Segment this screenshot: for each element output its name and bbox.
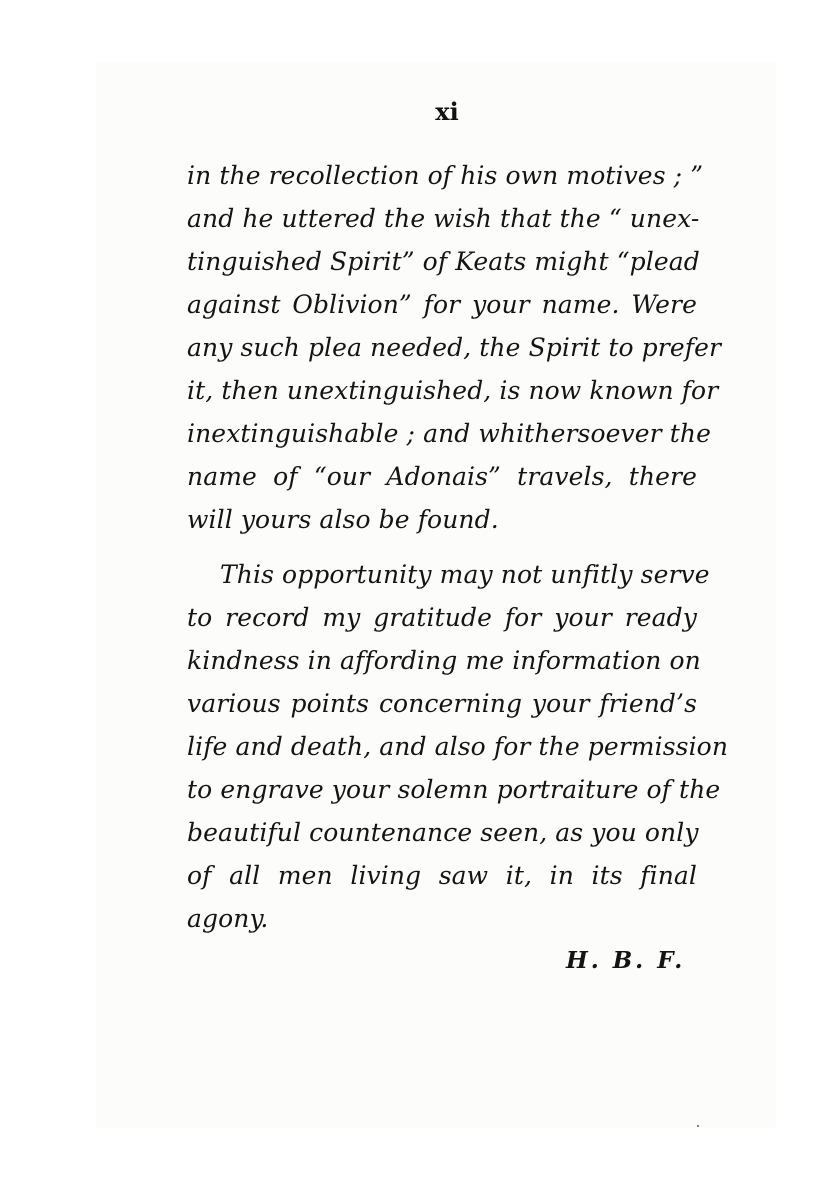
text-line: inextinguishable ; and whithersoever the: [187, 419, 711, 448]
text-line: it, then unextinguished, is now known for: [187, 376, 719, 405]
paragraph-gap: [187, 541, 697, 553]
text-line: to record my gratitude for your ready: [187, 603, 697, 632]
text-line: against Oblivion” for your name. Were: [187, 290, 697, 319]
text-line: tinguished Spirit” of Keats might “plead: [187, 247, 700, 276]
paragraph-2: [187, 553, 729, 940]
text-line: various points concerning your friend’s: [187, 689, 697, 718]
text-line: kindness in affording me information on: [187, 646, 701, 675]
print-speck: [697, 1125, 699, 1127]
text-line: life and death, and also for the permission: [187, 732, 729, 761]
page-number: xi: [435, 97, 459, 126]
text-line: of all men living saw it, in its final: [187, 861, 697, 890]
text-line: name of “our Adonais” travels, there: [187, 462, 697, 491]
text-line: beautiful countenance seen, as you only: [187, 818, 699, 847]
signature-initials: H. B. F.: [566, 947, 686, 974]
text-line: This opportunity may not unfitly serve: [220, 560, 710, 589]
text-line: agony.: [187, 904, 269, 933]
text-line: will yours also be found.: [187, 505, 499, 534]
paragraph-1: [187, 154, 722, 541]
text-line: to engrave your solemn portraiture of the: [187, 775, 721, 804]
text-line: and he uttered the wish that the “ unex-: [187, 204, 700, 233]
text-line: any such plea needed, the Spirit to prefer: [187, 333, 722, 362]
text-line: in the recollection of his own motives ; ”: [187, 161, 704, 190]
body-text: [187, 154, 729, 940]
